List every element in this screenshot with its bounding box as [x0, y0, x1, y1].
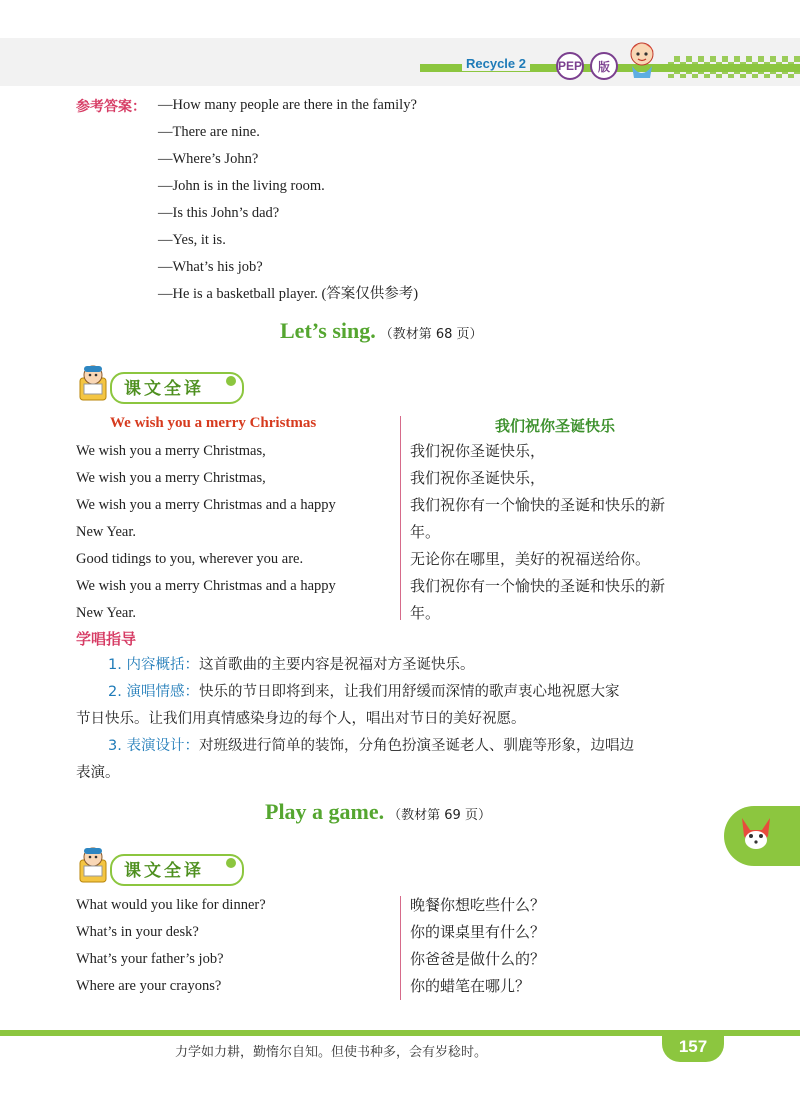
answer-label: 参考答案： [76, 99, 146, 115]
lyric-zh-line: 我们祝你圣诞快乐， [410, 442, 546, 460]
reading-kid-icon [76, 846, 112, 886]
edition-badge: 版 [590, 52, 618, 80]
lyric-zh-line: 我们祝你有一个愉快的圣诞和快乐的新 [410, 577, 666, 595]
sing-heading [280, 318, 483, 344]
lyric-zh-line: 我们祝你圣诞快乐， [410, 469, 546, 487]
lyric-en-line: We wish you a merry Christmas and a happy [76, 578, 336, 594]
banner-dot [226, 376, 236, 386]
guide-item-label: 1. 内容概括： [108, 657, 199, 673]
guide-item-text: 快乐的节日即将到来，让我们用舒缓而深情的歌声衷心地祝愿大家 [198, 684, 620, 700]
sing-page-ref: （教材第 68 页） [379, 327, 483, 342]
pep-badge: PEP [556, 52, 584, 80]
sing-title: Let’s sing. [280, 318, 376, 343]
answer-line: —Where’s John? [158, 151, 259, 167]
guide-item-2 [108, 679, 619, 706]
cartoon-girl-icon [620, 36, 664, 80]
lyric-en-line: We wish you a merry Christmas, [76, 470, 266, 486]
lyric-en-line: New Year. [76, 524, 137, 540]
game-en-line: Where are your crayons? [76, 978, 222, 994]
footer-motto: 力学如力耕，勤惰尔自知。但使书种多，会有岁稔时。 [175, 1045, 488, 1060]
game-zh-line: 你的课桌里有什么？ [410, 923, 546, 941]
answer-line: —There are nine. [158, 124, 260, 140]
fox-mascot-icon [736, 814, 776, 858]
game-zh-line: 你的蜡笔在哪儿？ [410, 977, 531, 995]
lyric-en-line: Good tidings to you, wherever you are. [76, 551, 304, 567]
game-en-line: What’s in your desk? [76, 924, 199, 940]
lyric-en-line: We wish you a merry Christmas and a happy [76, 497, 336, 513]
game-heading [265, 799, 491, 825]
lyric-zh-line: 无论你在哪里，美好的祝福送给你。 [410, 550, 651, 568]
guide-item-1 [108, 652, 474, 679]
guide-item-2-cont: 节日快乐。让我们用真情感染身边的每个人，唱出对节日的美好祝愿。 [76, 711, 526, 727]
unit-title: Recycle 2 [462, 56, 530, 71]
game-title: Play a game. [265, 799, 385, 824]
lyric-en-line: New Year. [76, 605, 137, 621]
column-divider [400, 896, 401, 1000]
header-checker-pattern [668, 56, 800, 78]
guide-item-label: 2. 演唱情感： [108, 684, 199, 700]
answer-line: —He is a basketball player. (答案仅供参考) [158, 286, 419, 302]
lyric-zh-line: 年。 [410, 604, 441, 622]
answer-line: —What’s his job? [158, 259, 263, 275]
game-en-line: What would you like for dinner? [76, 897, 266, 913]
answer-line: —How many people are there in the family? [158, 97, 417, 113]
guide-heading: 学唱指导 [76, 630, 137, 648]
guide-item-text: 对班级进行简单的装饰，分角色扮演圣诞老人、驯鹿等形象，边唱边 [198, 738, 634, 754]
banner-dot [226, 858, 236, 868]
song-title-zh: 我们祝你圣诞快乐 [495, 417, 616, 435]
game-zh-line: 晚餐你想吃些什么？ [410, 896, 546, 914]
game-zh-line: 你爸爸是做什么的？ [410, 950, 546, 968]
sing-banner-label: 课文全译 [124, 379, 204, 399]
song-title-en: We wish you a merry Christmas [110, 415, 317, 431]
guide-item-text: 这首歌曲的主要内容是祝福对方圣诞快乐。 [198, 657, 475, 673]
answer-line: —Is this John’s dad? [158, 205, 280, 221]
page-number: 157 [662, 1032, 724, 1062]
column-divider [400, 416, 401, 620]
game-page-ref: （教材第 69 页） [388, 808, 491, 823]
lyric-zh-line: 我们祝你有一个愉快的圣诞和快乐的新 [410, 496, 666, 514]
lyric-zh-line: 年。 [410, 523, 441, 541]
lyric-en-line: We wish you a merry Christmas, [76, 443, 266, 459]
game-banner-label: 课文全译 [124, 861, 204, 881]
guide-item-3-cont: 表演。 [76, 765, 120, 781]
guide-item-label: 3. 表演设计： [108, 738, 199, 754]
reading-kid-icon [76, 364, 112, 404]
answer-line: —Yes, it is. [158, 232, 226, 248]
game-en-line: What’s your father’s job? [76, 951, 224, 967]
guide-item-3 [108, 733, 634, 760]
answer-line: —John is in the living room. [158, 178, 325, 194]
